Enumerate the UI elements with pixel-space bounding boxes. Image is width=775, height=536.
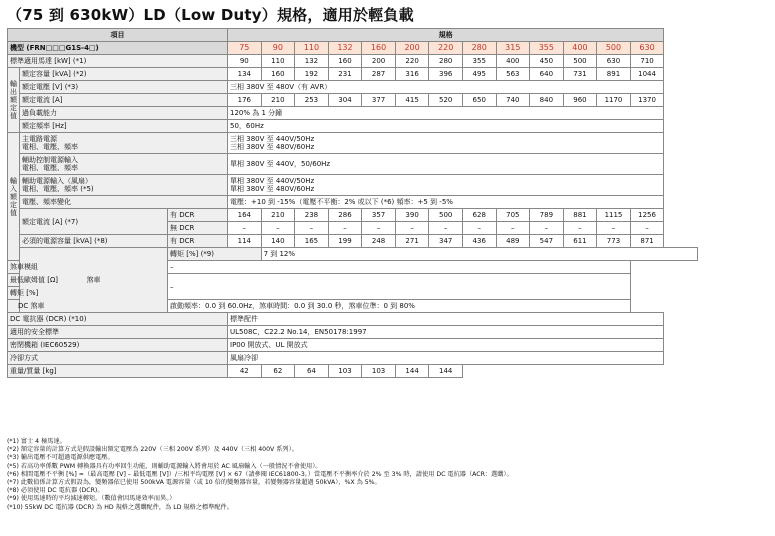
brake-module-row	[8, 261, 698, 274]
output-current-row	[8, 94, 698, 107]
input-variation-row	[8, 196, 698, 209]
value-cell: 90	[228, 55, 262, 68]
model-cell: 280	[462, 42, 496, 55]
value-cell: 500	[429, 209, 463, 222]
header-row	[8, 29, 698, 42]
value-cell: 114	[228, 235, 262, 248]
motor-label: 標準適用馬達 [kW] (*1)	[8, 55, 228, 68]
overload-label: 過負載能力	[20, 107, 228, 120]
value-cell: 355	[462, 55, 496, 68]
cooling-label: 冷卻方式	[8, 352, 228, 365]
model-cell: 220	[429, 42, 463, 55]
safety-label: 適用的安全標準	[8, 326, 228, 339]
value-cell: 144	[395, 365, 429, 378]
output-overload-row	[8, 107, 698, 120]
model-row	[8, 42, 698, 55]
value-cell: 640	[530, 68, 564, 81]
footnote: (*5) 若高功率係數 PWM 轉換器具有功率回生功能，則輔助電源輸入將會用於 AC 風扇輸入（一般情況不會使用）。	[7, 462, 322, 470]
value-cell: 280	[429, 55, 463, 68]
brake-dc-row	[8, 300, 698, 313]
value-cell: 563	[496, 68, 530, 81]
value-cell: 1044	[630, 68, 664, 81]
output-group-label: 輸出額定值	[8, 68, 20, 133]
value-cell: 210	[261, 94, 295, 107]
brake-torque-label: 轉矩 [%] (*9)	[168, 248, 262, 261]
value-cell: 176	[228, 94, 262, 107]
value-cell: 789	[530, 209, 564, 222]
voltage-value: 三相 380V 至 480V（有 AVR）	[228, 81, 664, 94]
brake-group-label: 煞車	[20, 248, 168, 313]
input-power-row	[8, 235, 698, 248]
value-cell: 304	[328, 94, 362, 107]
output-voltage-row	[8, 81, 698, 94]
value-cell: 347	[429, 235, 463, 248]
model-label: 機型 (FRN□□□G1S-4□)	[8, 42, 228, 55]
dcr-row	[8, 313, 698, 326]
weight-label: 重量/質量 [kg]	[8, 365, 228, 378]
variation-label: 電壓、頻率變化	[20, 196, 228, 209]
dc-brake-value: 啟動頻率：0.0 到 60.0Hz，煞車時間：0.0 到 30.0 秒，煞車位準：0 到 80%	[168, 300, 631, 313]
model-cell: 200	[395, 42, 429, 55]
variation-value: 電壓：+10 到 -15%（電壓不平衡：2% 或以下 (*6) 頻率：+5 到 -5%	[228, 196, 664, 209]
voltage-label: 額定電壓 [V] (*3)	[20, 81, 228, 94]
dc-brake-label: DC 煞車	[8, 300, 168, 313]
value-cell: 110	[261, 55, 295, 68]
value-cell: –	[228, 222, 262, 235]
value-cell: –	[496, 222, 530, 235]
value-cell: –	[563, 222, 597, 235]
value-cell: 134	[228, 68, 262, 81]
value-cell: 611	[563, 235, 597, 248]
model-cell: 400	[563, 42, 597, 55]
value-cell: 238	[295, 209, 329, 222]
value-cell: 415	[395, 94, 429, 107]
value-cell: 396	[429, 68, 463, 81]
value-cell: 42	[228, 365, 262, 378]
model-cell: 315	[496, 42, 530, 55]
brake-minres-value: –	[168, 274, 631, 300]
page-title: （75 到 630kW）LD（Low Duty）規格，適用於輕負載	[7, 6, 414, 24]
value-cell: 231	[328, 68, 362, 81]
value-cell: 436	[462, 235, 496, 248]
value-cell: 628	[462, 209, 496, 222]
value-cell: 489	[496, 235, 530, 248]
value-cell: –	[630, 222, 664, 235]
value-cell: 1370	[630, 94, 664, 107]
value-cell: 840	[530, 94, 564, 107]
value-cell: –	[395, 222, 429, 235]
value-cell: –	[328, 222, 362, 235]
value-cell: 630	[597, 55, 631, 68]
fan-power-value: 單相 380V 至 440V/50Hz 單相 380V 至 480V/60Hz	[228, 175, 664, 196]
value-cell: 377	[362, 94, 396, 107]
power-capacity-label: 必須的電源容量 [kVA] (*8)	[20, 235, 168, 248]
value-cell: –	[462, 222, 496, 235]
value-cell: 164	[228, 209, 262, 222]
weight-row	[8, 365, 698, 378]
header-spec: 規格	[228, 29, 664, 42]
header-item: 項目	[8, 29, 228, 42]
model-cell: 110	[295, 42, 329, 55]
input-current-dcr-row	[8, 209, 698, 222]
value-cell: 103	[362, 365, 396, 378]
power-dcr-label: 有 DCR	[168, 235, 228, 248]
frequency-label: 額定頻率 [Hz]	[20, 120, 228, 133]
footnote: (*1) 富士 4 極馬達。	[7, 438, 66, 445]
model-cell: 75	[228, 42, 262, 55]
value-cell: 495	[462, 68, 496, 81]
value-cell: 132	[295, 55, 329, 68]
model-cell: 500	[597, 42, 631, 55]
model-cell: 355	[530, 42, 564, 55]
model-cell: 90	[261, 42, 295, 55]
safety-row	[8, 326, 698, 339]
value-cell: 64	[295, 365, 329, 378]
overload-value: 120% 為 1 分鐘	[228, 107, 664, 120]
brake-torque-value: 7 到 12%	[261, 248, 697, 261]
value-cell: 891	[597, 68, 631, 81]
value-cell: –	[261, 222, 295, 235]
brake-minres-label: 最低歐姆值 [Ω]	[8, 274, 168, 287]
footnote: (*10) 55kW DC 電抗器 (DCR) 為 HD 規格之選購配件，為 LD 規格之標準配件。	[7, 503, 233, 511]
motor-row	[8, 55, 698, 68]
empty-cell	[462, 365, 663, 378]
value-cell: 248	[362, 235, 396, 248]
value-cell: 357	[362, 209, 396, 222]
rated-current-label: 額定電流 [A] (*7)	[20, 209, 168, 235]
value-cell: –	[295, 222, 329, 235]
input-fan-row	[8, 175, 698, 196]
value-cell: 253	[295, 94, 329, 107]
main-power-value: 三相 380V 至 440V/50Hz 三相 380V 至 480V/60Hz	[228, 133, 664, 154]
value-cell: 62	[261, 365, 295, 378]
footnote: (*8) 必須使用 DC 電抗器 (DCR)。	[7, 487, 104, 495]
value-cell: 710	[630, 55, 664, 68]
value-cell: 1256	[630, 209, 664, 222]
value-cell: 500	[563, 55, 597, 68]
value-cell: 960	[563, 94, 597, 107]
footnote: (*6) 相間電壓不平衡 [%] =（最高電壓 [V] – 最低電壓 [V]）/三相平均電壓 [V] × 67（請參閱 IEC61800-3。）當電壓不平衡率介於 2% 至 3% 時，請使用 DC 電抗器（ACR：選購）。	[7, 470, 513, 478]
value-cell: 773	[597, 235, 631, 248]
footnote: (*3) 輸出電壓不可超過電源供應電壓。	[7, 454, 114, 462]
value-cell: 160	[261, 68, 295, 81]
main-power-label: 主電路電源 電相、電壓、頻率	[20, 133, 228, 154]
value-cell: 1115	[597, 209, 631, 222]
value-cell: –	[362, 222, 396, 235]
fan-power-label: 輔助電源輸入（風扇） 電相、電壓、頻率 (*5)	[20, 175, 228, 196]
value-cell: 400	[496, 55, 530, 68]
value-cell: 220	[395, 55, 429, 68]
without-dcr-label: 無 DCR	[168, 222, 228, 235]
aux-power-value: 單相 380V 至 440V，50/60Hz	[228, 154, 664, 175]
value-cell: –	[597, 222, 631, 235]
output-frequency-row	[8, 120, 698, 133]
value-cell: 144	[429, 365, 463, 378]
enclosure-row	[8, 339, 698, 352]
spec-table	[7, 28, 698, 378]
value-cell: 450	[530, 55, 564, 68]
value-cell: 286	[328, 209, 362, 222]
frequency-value: 50，60Hz	[228, 120, 664, 133]
output-capacity-row	[8, 68, 698, 81]
value-cell: 200	[362, 55, 396, 68]
footnote: (*9) 使用馬達時的平均減速轉矩。（數值會因馬達效率而異。）	[7, 495, 176, 503]
input-main-row	[8, 133, 698, 154]
model-cell: 160	[362, 42, 396, 55]
brake-module-label: 煞車模組	[8, 261, 168, 274]
with-dcr-label: 有 DCR	[168, 209, 228, 222]
value-cell: 390	[395, 209, 429, 222]
value-cell: 1170	[597, 94, 631, 107]
value-cell: 881	[563, 209, 597, 222]
footnote: (*7) 此數值係計算方式假設為，變頻器依已使用 500kVA 電源容量（或 10 倍的變頻器容量，若變頻器容量超過 50kVA），%X 為 5%。	[7, 479, 381, 487]
cooling-row	[8, 352, 698, 365]
value-cell: 199	[328, 235, 362, 248]
value-cell: 871	[630, 235, 664, 248]
brake-torque2-label: 轉矩 [%]	[8, 287, 168, 300]
cooling-value: 風扇冷卻	[228, 352, 664, 365]
value-cell: 271	[395, 235, 429, 248]
enclosure-value: IP00 開放式、UL 開放式	[228, 339, 664, 352]
value-cell: 287	[362, 68, 396, 81]
value-cell: 705	[496, 209, 530, 222]
value-cell: 731	[563, 68, 597, 81]
safety-value: UL508C，C22.2 No.14，EN50178:1997	[228, 326, 664, 339]
model-cell: 630	[630, 42, 664, 55]
value-cell: 165	[295, 235, 329, 248]
value-cell: 650	[462, 94, 496, 107]
value-cell: 103	[328, 365, 362, 378]
input-aux-row	[8, 154, 698, 175]
value-cell: 160	[328, 55, 362, 68]
aux-power-label: 輔助控制電源輸入 電相、電壓、頻率	[20, 154, 228, 175]
footnote: (*2) 額定容量的計算方式是假設輸出額定電壓為 220V（三相 200V 系列）及 440V（三相 400V 系列）。	[7, 446, 298, 454]
input-group-label: 輸入額定值	[8, 133, 20, 261]
footnotes	[7, 438, 513, 512]
value-cell: 140	[261, 235, 295, 248]
model-cell: 132	[328, 42, 362, 55]
value-cell: 520	[429, 94, 463, 107]
dcr-label: DC 電抗器 (DCR) (*10)	[8, 313, 228, 326]
brake-module-value: –	[168, 261, 631, 274]
current-label: 額定電流 [A]	[20, 94, 228, 107]
brake-minres-row	[8, 274, 698, 287]
value-cell: 740	[496, 94, 530, 107]
capacity-label: 額定容量 [kVA] (*2)	[20, 68, 228, 81]
value-cell: 210	[261, 209, 295, 222]
brake-torque-row	[8, 248, 698, 261]
value-cell: 316	[395, 68, 429, 81]
value-cell: 547	[530, 235, 564, 248]
enclosure-label: 密閉機箱 (IEC60529)	[8, 339, 228, 352]
value-cell: –	[429, 222, 463, 235]
dcr-value: 標準配件	[228, 313, 664, 326]
value-cell: 192	[295, 68, 329, 81]
value-cell: –	[530, 222, 564, 235]
